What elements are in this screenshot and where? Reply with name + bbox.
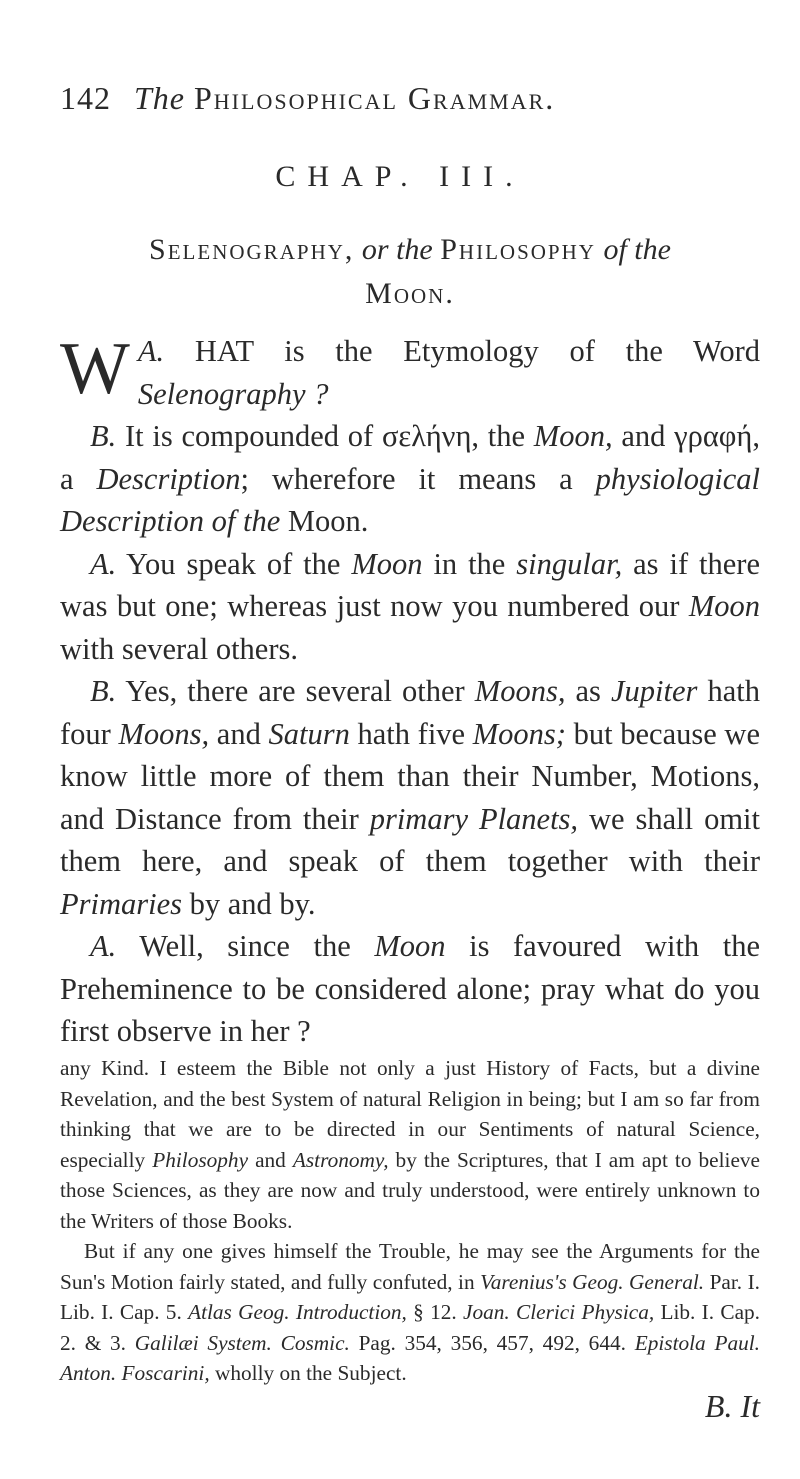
- title-part3: Philosophy: [440, 233, 596, 266]
- speaker-label: A.: [90, 929, 117, 963]
- speaker-label: A.: [90, 546, 117, 581]
- footnote-paragraph: But if any one gives himself the Trouble, he may see the Arguments for the Sun's Motion fairly stated, and fully confuted, in Varenius's Geog. General. Par. I. Lib. I. Cap. 5. Atlas Geog. Introduction, § 12. Joan. Clerici Physica, Lib. I. Cap. 2. & 3. Galilæi System. Cosmic. Pag. 354, 356, 457, 492, 644. Epistola Paul. Anton. Foscarini, wholly on the Subject.: [60, 1239, 760, 1385]
- running-head: [60, 80, 760, 117]
- footnote: [60, 1053, 760, 1389]
- dialogue-paragraph: A. W HAT is the Etymology of the Word Selenography ?: [60, 328, 761, 411]
- dialogue-paragraph: A. Well, since the Moon is favoured with the Preheminence to be considered alone; pray what do you first observe in her ?: [60, 929, 760, 1048]
- chapter-label: CHAP. III.: [275, 160, 525, 193]
- catchword: B. It: [704, 1388, 760, 1424]
- footnote-paragraph: any Kind. I esteem the Bible not only a just History of Facts, but a divine Revelation, and the best System of natural Religion in being; but I am so far from thinking that we are to be directed in our Sentiments of natural Science, especially Philosophy and Astronomy, by the Scriptures, that I am apt to believe those Sciences, as they are now and truly understood, were entirely unknown to the Writers of those Books.: [60, 1056, 760, 1233]
- speaker-label: B.: [90, 674, 117, 708]
- dialogue-paragraph: B. Yes, there are several other Moons, as Jupiter hath four Moons, and Saturn hath five Moons; but because we know little more of them than their Number, Motions, and Distance from their primary Planets, we shall omit them here, and speak of them together with their Primaries by and by.: [60, 674, 761, 921]
- speaker-label: A.: [137, 334, 165, 368]
- title-part2: or the: [361, 233, 433, 266]
- dialogue-paragraph: B. It is compounded of σελήνη, the Moon, and γραφή, a Description; wherefore it means a physiological Description of the Moon.: [60, 419, 760, 538]
- title-part5: Moon.: [365, 277, 455, 310]
- chapter-title: [60, 228, 760, 316]
- dialogue-paragraph: A. You speak of the Moon in the singular, as if there was but one; whereas just now you numbered our Moon with several others.: [60, 546, 760, 666]
- title-part1: Selenography,: [149, 233, 355, 266]
- speaker-label: B.: [90, 419, 117, 453]
- running-head-title: Philosophical Grammar.: [194, 80, 556, 116]
- page-number: 142: [60, 80, 111, 116]
- dialogue-body: [60, 330, 760, 1053]
- title-part4: of the: [603, 233, 671, 266]
- drop-cap: W: [60, 328, 130, 410]
- running-head-the: The: [134, 80, 185, 116]
